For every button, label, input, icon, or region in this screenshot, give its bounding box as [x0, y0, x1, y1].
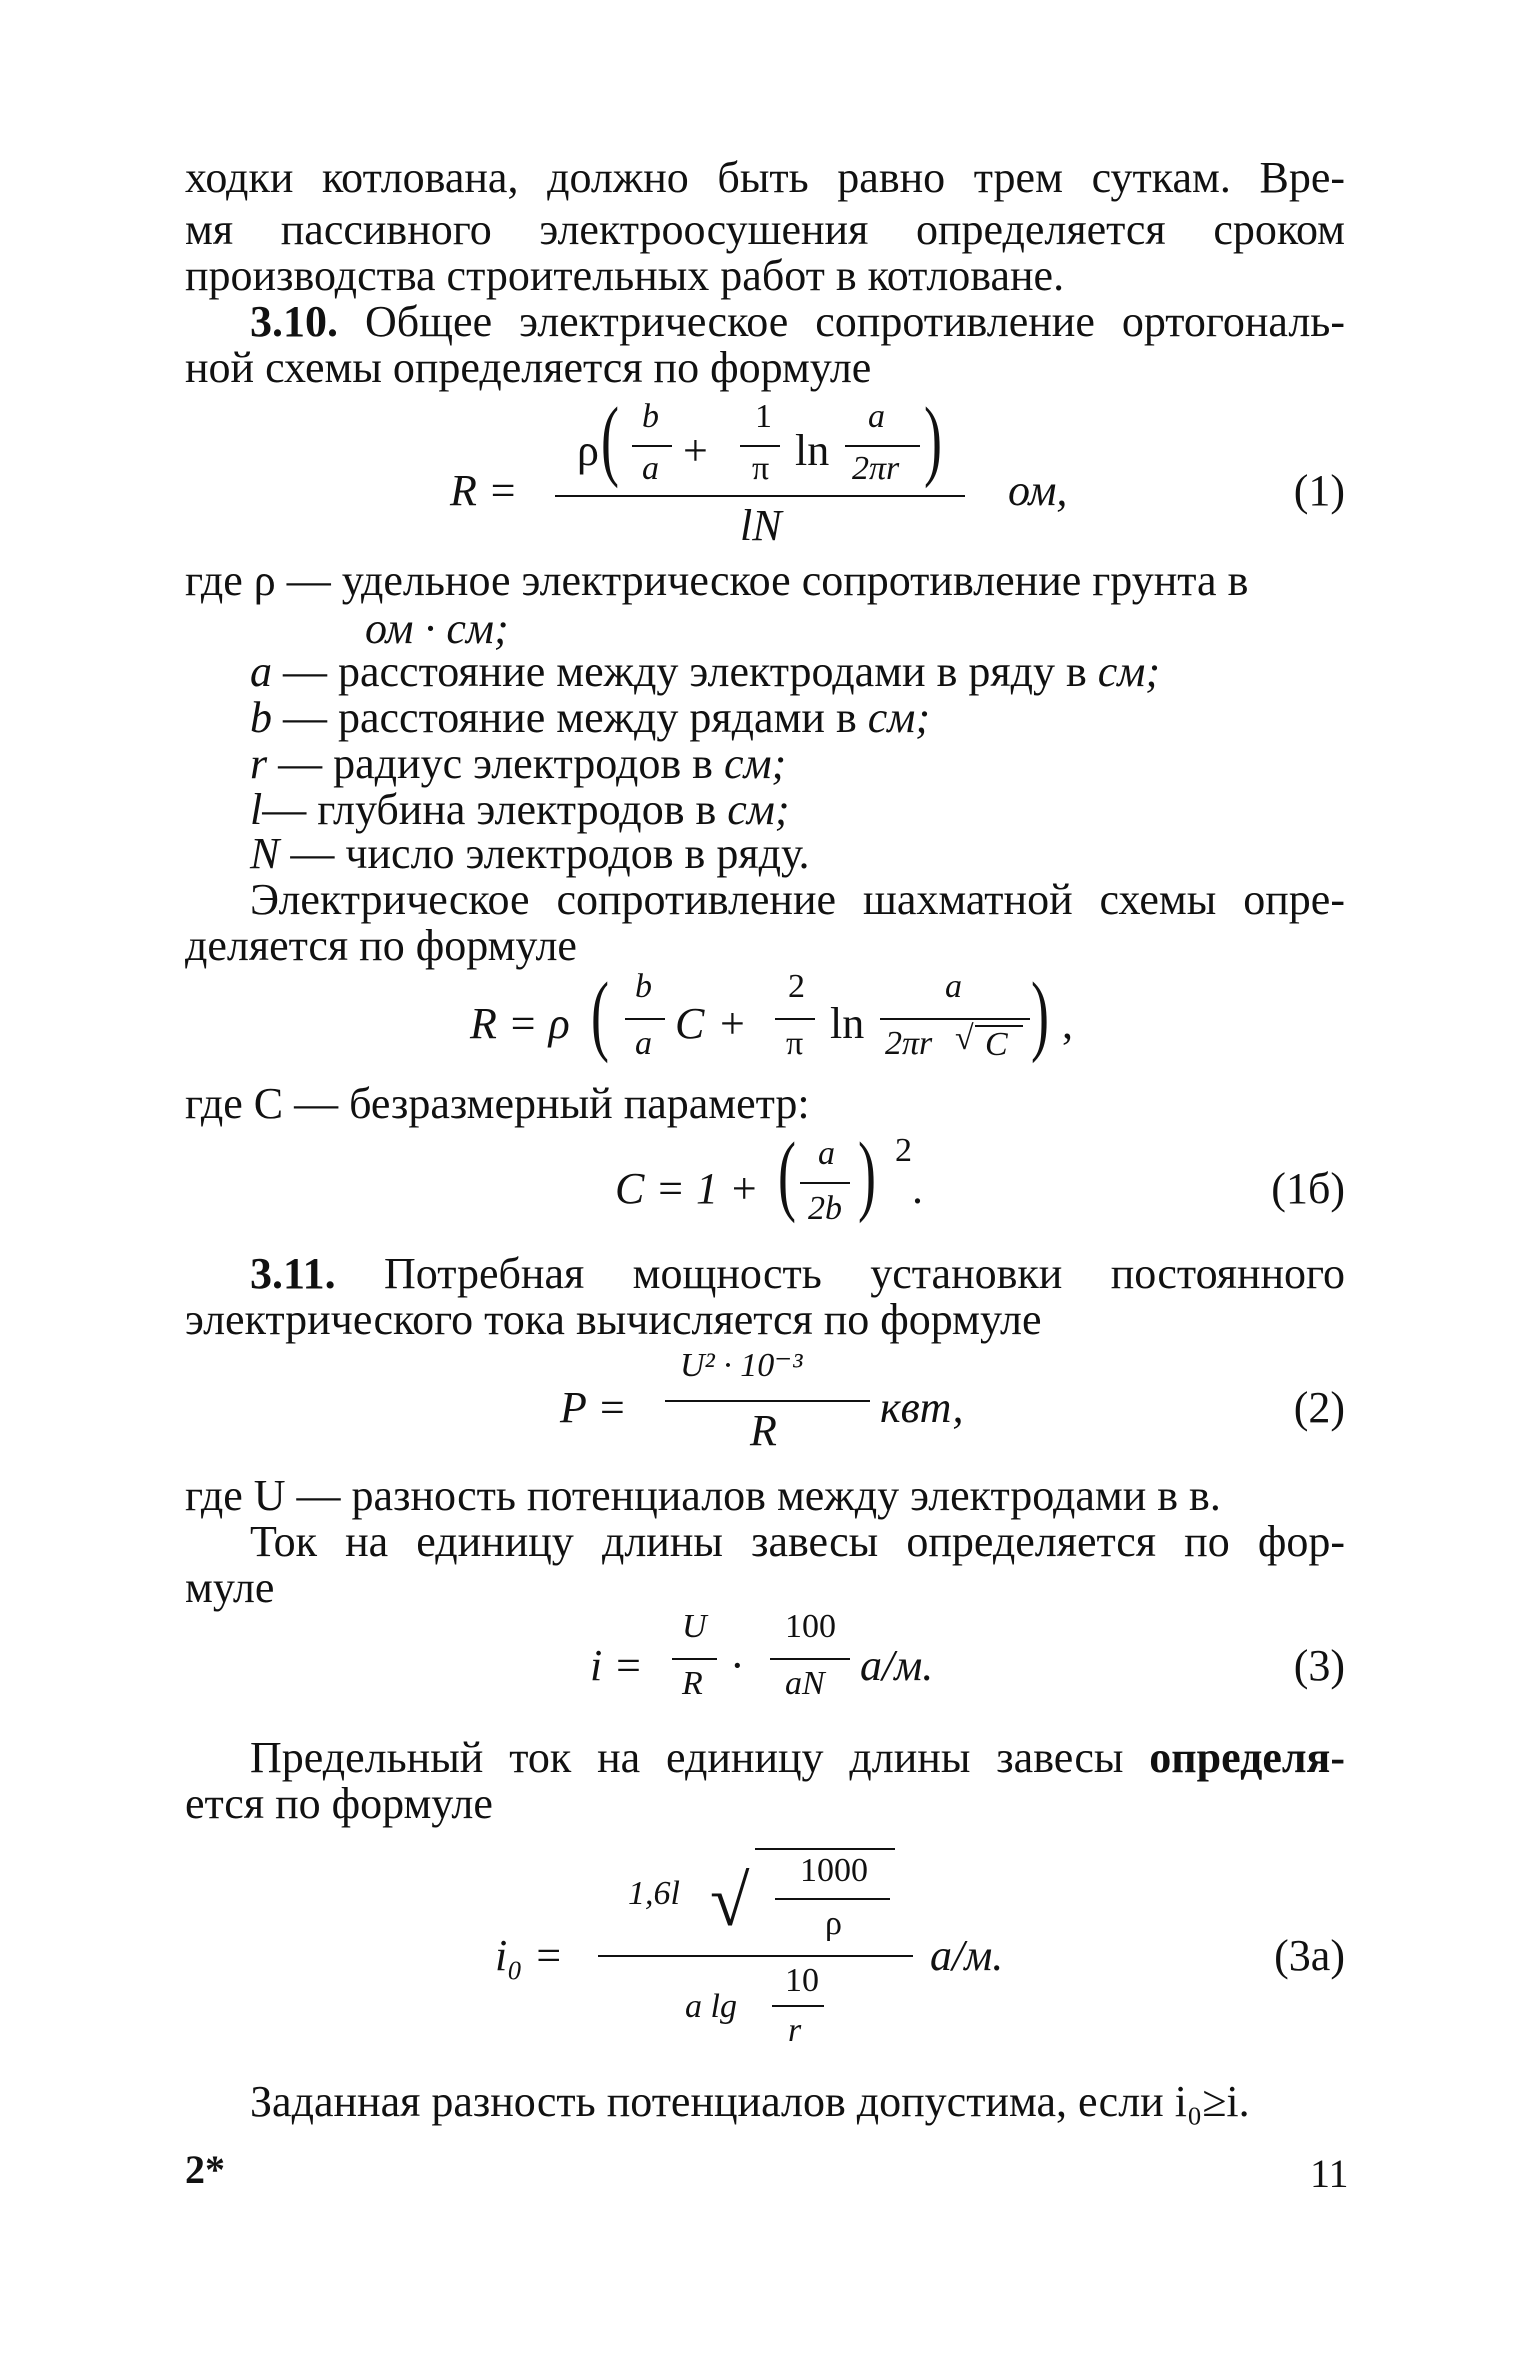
- eq1a-lhs: R = ρ: [470, 999, 570, 1048]
- current-line1: Ток на единицу длины завесы определяется по фор-: [250, 1517, 1345, 1566]
- eq1b-pow: 2: [895, 1132, 912, 1169]
- eq3a-label: (3а): [1274, 1931, 1345, 1980]
- eq1-ln: ln: [795, 426, 830, 475]
- eq1a-ln-den: 2πr: [885, 1025, 933, 1062]
- document-page: ходки котлована, должно быть равно трем суткам. Вре- мя пассивного электроосушения определяется сроком производства строительных работ в котловане. 3.10. Общее электрическое сопротивление ортогональ- ной схемы определяется по формуле R = ρ ( b a + 1 π ln a 2πr ) lN ом, (1) где ρ — удельное электрическое сопротивление грунта в ом · см; a — расстояние между электродами в ряду в см; b — расстояние между рядами в см; r — радиус электродов в см; l— глубина электродов в см; N — число электродов в ряду. Электрическое сопротивление шахматной схемы опре- деляется по формуле R = ρ ( b a C + 2 π ln a 2πr √ C ) , где C — безразмерный параметр: C = 1 + ( a 2b ) 2 . (1б) 3.11. Потребная мощность установки постоянного электрического тока вычисляется по формуле P = U² · 10⁻³ R квт, (2) где U — разность потенциалов между электродами в в. Ток на единицу длины завесы определяется по фор- муле i = U R · 100 aN а/м. (3) Предельный ток на единицу длины завесы определя- ется по формуле i₀ = 1,6l √ 1000 ρ a lg 10 r а/м. (3а) Заданная разность потенциалов допустима, если i₀≥i. 2* 11: [0, 0, 1535, 2363]
- eq3-R: R: [682, 1665, 703, 1702]
- eq1a-sqrt-C: C: [985, 1026, 1008, 1063]
- eq1a-plus: +: [720, 999, 745, 1048]
- section-number: 3.11.: [250, 1249, 336, 1298]
- eq1b-label: (1б): [1271, 1164, 1345, 1213]
- eq1-b: b: [642, 398, 659, 435]
- def-n: N — число электродов в ряду.: [250, 829, 810, 878]
- eq1-pi: π: [752, 450, 770, 487]
- section-text: Потребная мощность установки постоянного: [384, 1249, 1346, 1298]
- section-3-11-line1: [250, 1248, 1345, 1300]
- eq1a-C: C: [675, 999, 705, 1048]
- eq1a-comma: ,: [1062, 999, 1073, 1048]
- section-3-10-line1: [250, 296, 1345, 348]
- page-number: 11: [1310, 2151, 1349, 2196]
- eq1a-ln-num: a: [945, 968, 962, 1005]
- eq3a-ten: 10: [785, 1962, 819, 1999]
- limit-line1: Предельный ток на единицу длины завесы определя-: [250, 1733, 1345, 1782]
- eq3-aN: aN: [785, 1665, 825, 1702]
- chess-line1: Электрическое сопротивление шахматной схемы опре-: [250, 875, 1345, 924]
- eq1-rho: ρ: [577, 426, 599, 475]
- eq1b-lhs: C = 1 +: [615, 1164, 759, 1213]
- eq1-ln-den: 2πr: [852, 450, 900, 487]
- def-a: a — расстояние между электродами в ряду в см;: [250, 647, 1161, 696]
- def-rho: где ρ — удельное электрическое сопротивление грунта в: [185, 556, 1249, 605]
- eq3a-r: r: [788, 2012, 802, 2049]
- eq3-label: (3): [1293, 1641, 1345, 1690]
- final-sentence: Заданная разность потенциалов допустима, если i₀≥i.: [250, 2077, 1250, 2126]
- def-b: b — расстояние между рядами в см;: [250, 693, 931, 742]
- section-number: 3.10.: [250, 297, 338, 346]
- eq1-lhs: R =: [450, 466, 518, 515]
- eq3-hundred: 100: [785, 1608, 836, 1645]
- def-l: l— глубина электродов в см;: [250, 785, 790, 834]
- para1-line1: ходки котлована, должно быть равно трем суткам. Вре-: [185, 153, 1345, 202]
- current-line2: муле: [185, 1563, 275, 1612]
- eq1b-dot: .: [912, 1164, 923, 1213]
- def-r: r — радиус электродов в см;: [250, 739, 787, 788]
- eq3a-thousand: 1000: [800, 1852, 868, 1889]
- section-3-10-line2: ной схемы определяется по формуле: [185, 343, 872, 392]
- eq1a-two: 2: [788, 968, 805, 1005]
- para1-line2: мя пассивного электроосушения определяется сроком: [185, 205, 1345, 254]
- eq1a-ln: ln: [830, 999, 865, 1048]
- section-text: Общее электрическое сопротивление ортогональ-: [365, 297, 1346, 346]
- u-definition: где U — разность потенциалов между электродами в в.: [185, 1471, 1221, 1520]
- eq2-denominator: R: [750, 1406, 777, 1455]
- eq1a-pi: π: [786, 1025, 804, 1062]
- eq1-denominator: lN: [740, 501, 782, 550]
- eq3-lhs: i =: [590, 1641, 643, 1690]
- eq1-ln-num: a: [868, 398, 885, 435]
- def-rho-unit: ом · см;: [365, 604, 509, 653]
- para1-line3: производства строительных работ в котловане.: [185, 251, 1065, 300]
- eq3a-unit: а/м.: [930, 1931, 1004, 1980]
- eq1-plus: +: [683, 426, 708, 475]
- limit-line2: ется по формуле: [185, 1779, 493, 1828]
- eq1-a: a: [642, 450, 659, 487]
- eq3-dot: ·: [730, 1641, 745, 1690]
- eq2-unit: квт,: [880, 1383, 964, 1432]
- eq1b-a: a: [818, 1135, 835, 1172]
- eq1-unit: ом,: [1008, 466, 1068, 515]
- signature-mark: 2*: [185, 2147, 225, 2192]
- eq2-label: (2): [1293, 1383, 1345, 1432]
- section-3-11-line2: электрического тока вычисляется по формуле: [185, 1295, 1042, 1344]
- eq3-U: U: [682, 1608, 707, 1645]
- c-definition: где C — безразмерный параметр:: [185, 1079, 810, 1128]
- eq1a-b: b: [635, 968, 652, 1005]
- eq2-numerator: U² · 10⁻³: [680, 1347, 803, 1384]
- eq1-one: 1: [755, 398, 772, 435]
- eq1a-a: a: [635, 1025, 652, 1062]
- chess-line2: деляется по формуле: [185, 921, 577, 970]
- eq3a-alg: a lg: [685, 1988, 737, 2025]
- eq3a-rho: ρ: [825, 1905, 842, 1942]
- eq3a-lhs: i₀ =: [495, 1931, 564, 1980]
- eq3a-coef: 1,6l: [628, 1875, 680, 1912]
- eq3-unit: а/м.: [860, 1641, 934, 1690]
- eq1-label: (1): [1293, 466, 1345, 515]
- eq1b-den: 2b: [808, 1190, 842, 1227]
- eq2-lhs: P =: [560, 1383, 627, 1432]
